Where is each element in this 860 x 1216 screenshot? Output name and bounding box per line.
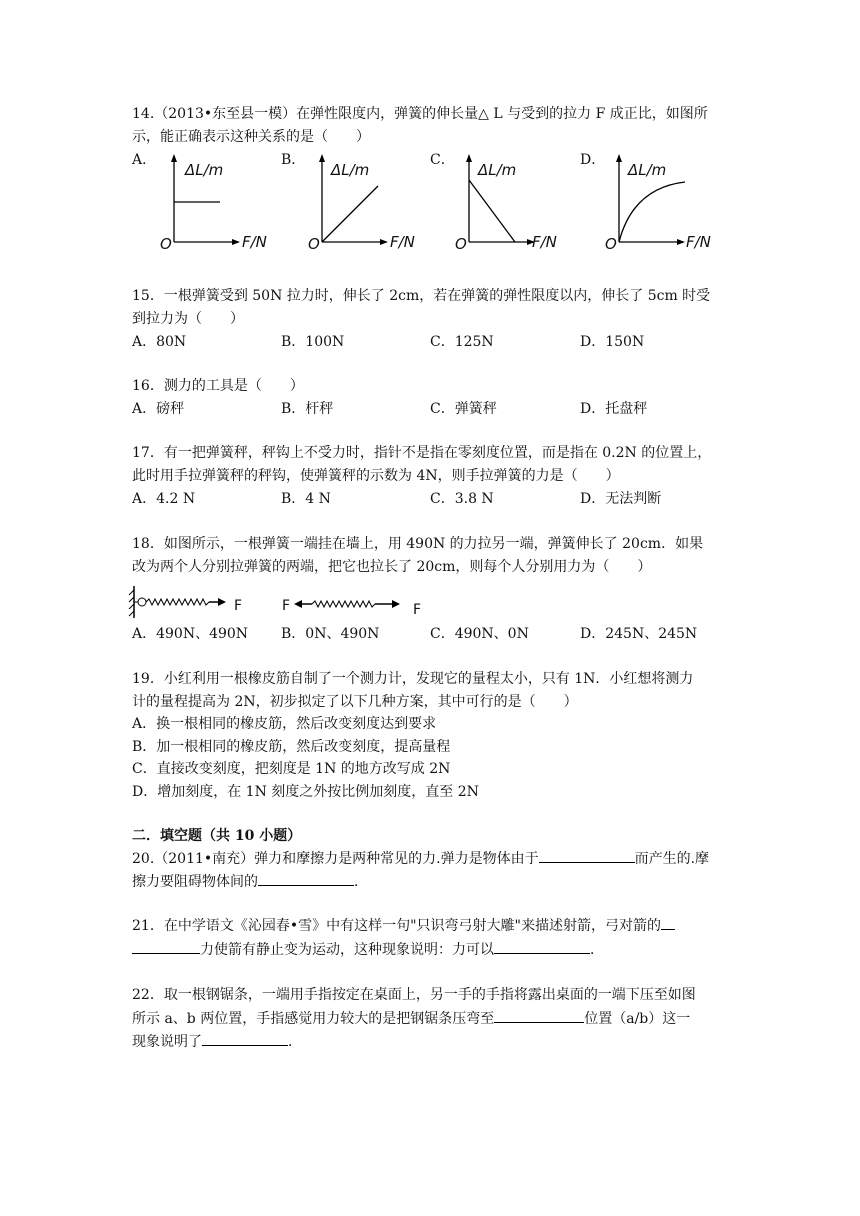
q20-line2-text-b: ． — [354, 874, 368, 890]
graph-b-ylabel: ΔL/m — [331, 161, 370, 179]
graph-b-xlabel: F/N — [390, 233, 415, 251]
graph-d-ylabel: ΔL/m — [628, 161, 667, 179]
graph-d-origin: O — [605, 235, 617, 253]
q17-option-d: D．无法判断 — [580, 491, 662, 507]
q21-line2-text-b: 力使箭有静止变为运动，这种现象说明：力可以 — [200, 942, 494, 958]
graph-a-ylabel: ΔL/m — [185, 161, 224, 179]
q15-option-d: D．150N — [580, 334, 645, 350]
graph-b-origin: O — [308, 235, 320, 253]
q22-line3-text-b: ． — [288, 1034, 302, 1050]
q20-line2-text-a: 擦力要阻碍物体间的 — [132, 874, 258, 890]
q21-blank-2[interactable] — [494, 939, 590, 954]
q18-line1: 18．如图所示，一根弹簧一端挂在墙上，用 490N 的力拉另一端，弹簧伸长了 20cm．如果 — [132, 536, 704, 552]
graph-c-ylabel: ΔL/m — [478, 161, 517, 179]
q21-line1-text: 21．在中学语文《沁园春•雪》中有这样一句"只识弯弓射大雕"来描述射箭，弓对箭的 — [132, 918, 661, 934]
graph-a-xlabel: F/N — [242, 233, 267, 251]
q14-option-b-label: B． — [281, 152, 306, 168]
q19-option-a: A．换一根相同的橡皮筋，然后改变刻度达到要求 — [132, 716, 437, 732]
q22-line2-text-a: 所示 a、b 两位置，手指感觉用力较大的是把钢锯条压弯至 — [132, 1011, 495, 1027]
q22-line3 — [132, 1031, 302, 1052]
graph-c-line — [469, 180, 515, 242]
q14-option-a-label: A． — [132, 152, 157, 168]
q22-line2 — [132, 1008, 690, 1029]
q19-line1: 19．小红利用一根橡皮筋自制了一个测力计，发现它的量程太小，只有 1N．小红想将测力 — [132, 671, 694, 687]
q20-line1 — [132, 848, 709, 869]
q20-line1-text-a: 20.（2011•南充）弹力和摩擦力是两种常见的力.弹力是物体由于 — [132, 851, 539, 867]
q16-option-c: C．弹簧秤 — [430, 401, 497, 417]
q22-line1: 22．取一根钢锯条，一端用手指按定在桌面上，另一手的手指将露出桌面的一端下压至如图 — [132, 987, 696, 1003]
q14-option-c-label: C． — [430, 152, 455, 168]
q19-option-c: C．直接改变刻度，把刻度是 1N 的地方改写成 2N — [132, 761, 451, 777]
q15-line1: 15．一根弹簧受到 50N 拉力时，伸长了 2cm，若在弹簧的弹性限度以内，伸长了 5cm 时受 — [132, 288, 711, 304]
graph-b-line — [322, 186, 378, 242]
spring-two-end-figure — [286, 586, 416, 622]
q14-line2: 示，能正确表示这种关系的是（ ） — [132, 129, 370, 145]
q18-option-d: D．245N、245N — [580, 626, 698, 642]
q14-line1: 14.（2013•东至县一模）在弹性限度内，弹簧的伸长量△ L 与受到的拉力 F 成正比，如图所 — [132, 106, 708, 122]
q18-option-a: A．490N、490N — [132, 626, 249, 642]
q16-option-d: D．托盘秤 — [580, 401, 648, 417]
q19-option-b: B．加一根相同的橡皮筋，然后改变刻度，提高量程 — [132, 739, 451, 755]
spring-left-force-label: F — [282, 598, 291, 614]
q17-line2: 此时用手拉弹簧秤的秤钩，使弹簧秤的示数为 4N，则手拉弹簧的力是（ ） — [132, 468, 620, 484]
q21-line1 — [132, 915, 675, 936]
graph-c-origin: O — [455, 235, 467, 253]
graph-d-curve — [619, 182, 685, 242]
graph-d-xlabel: F/N — [686, 233, 711, 251]
q18-option-b: B．0N、490N — [281, 626, 380, 642]
q17-option-b: B．4 N — [281, 491, 331, 507]
q19-option-d: D．增加刻度，在 1N 刻度之外按比例加刻度，直至 2N — [132, 784, 479, 800]
q16-option-a: A．磅秤 — [132, 401, 185, 417]
section-2-title: 二．填空题（共 10 小题） — [132, 828, 302, 844]
spring-wall-force-label: F — [234, 598, 243, 614]
graph-a-origin: O — [160, 235, 172, 253]
spring-right-force-label: F — [413, 602, 422, 618]
q20-line2 — [132, 871, 368, 892]
q21-line2-text-c: ． — [590, 942, 604, 958]
q21-blank-1[interactable] — [132, 939, 200, 954]
q22-line2-text-b: 位置（a/b）这一 — [584, 1011, 691, 1027]
q16-option-b: B．杆秤 — [281, 401, 334, 417]
q18-option-c: C．490N、0N — [430, 626, 529, 642]
q15-option-c: C．125N — [430, 334, 494, 350]
q21-line2 — [132, 939, 604, 960]
q15-option-b: B．100N — [281, 334, 345, 350]
q22-blank-1[interactable] — [494, 1008, 584, 1023]
q17-option-a: A．4.2 N — [132, 491, 196, 507]
q19-line2: 计的量程提高为 2N，初步拟定了以下几种方案，其中可行的是（ ） — [132, 694, 578, 710]
q16-line1: 16．测力的工具是（ ） — [132, 378, 304, 394]
q22-blank-2[interactable] — [202, 1031, 288, 1046]
q20-blank-2[interactable] — [258, 871, 354, 886]
q22-line3-text-a: 现象说明了 — [132, 1034, 202, 1050]
q20-line1-text-b: 而产生的.摩 — [634, 851, 710, 867]
q21-blank-1-start[interactable] — [661, 915, 675, 930]
q14-option-d-label: D． — [580, 152, 606, 168]
q15-option-a: A．80N — [132, 334, 187, 350]
q17-line1: 17．有一把弹簧秤，秤钩上不受力时，指针不是指在零刻度位置，而是指在 0.2N 的位置上， — [132, 445, 712, 461]
q20-blank-1[interactable] — [539, 848, 635, 863]
q15-line2: 到拉力为（ ） — [132, 311, 244, 327]
q18-line2: 改为两个人分别拉弹簧的两端，把它也拉长了 20cm，则每个人分别用力为（ ） — [132, 559, 652, 575]
graph-c-xlabel: F/N — [532, 233, 557, 251]
q17-option-c: C．3.8 N — [430, 491, 494, 507]
